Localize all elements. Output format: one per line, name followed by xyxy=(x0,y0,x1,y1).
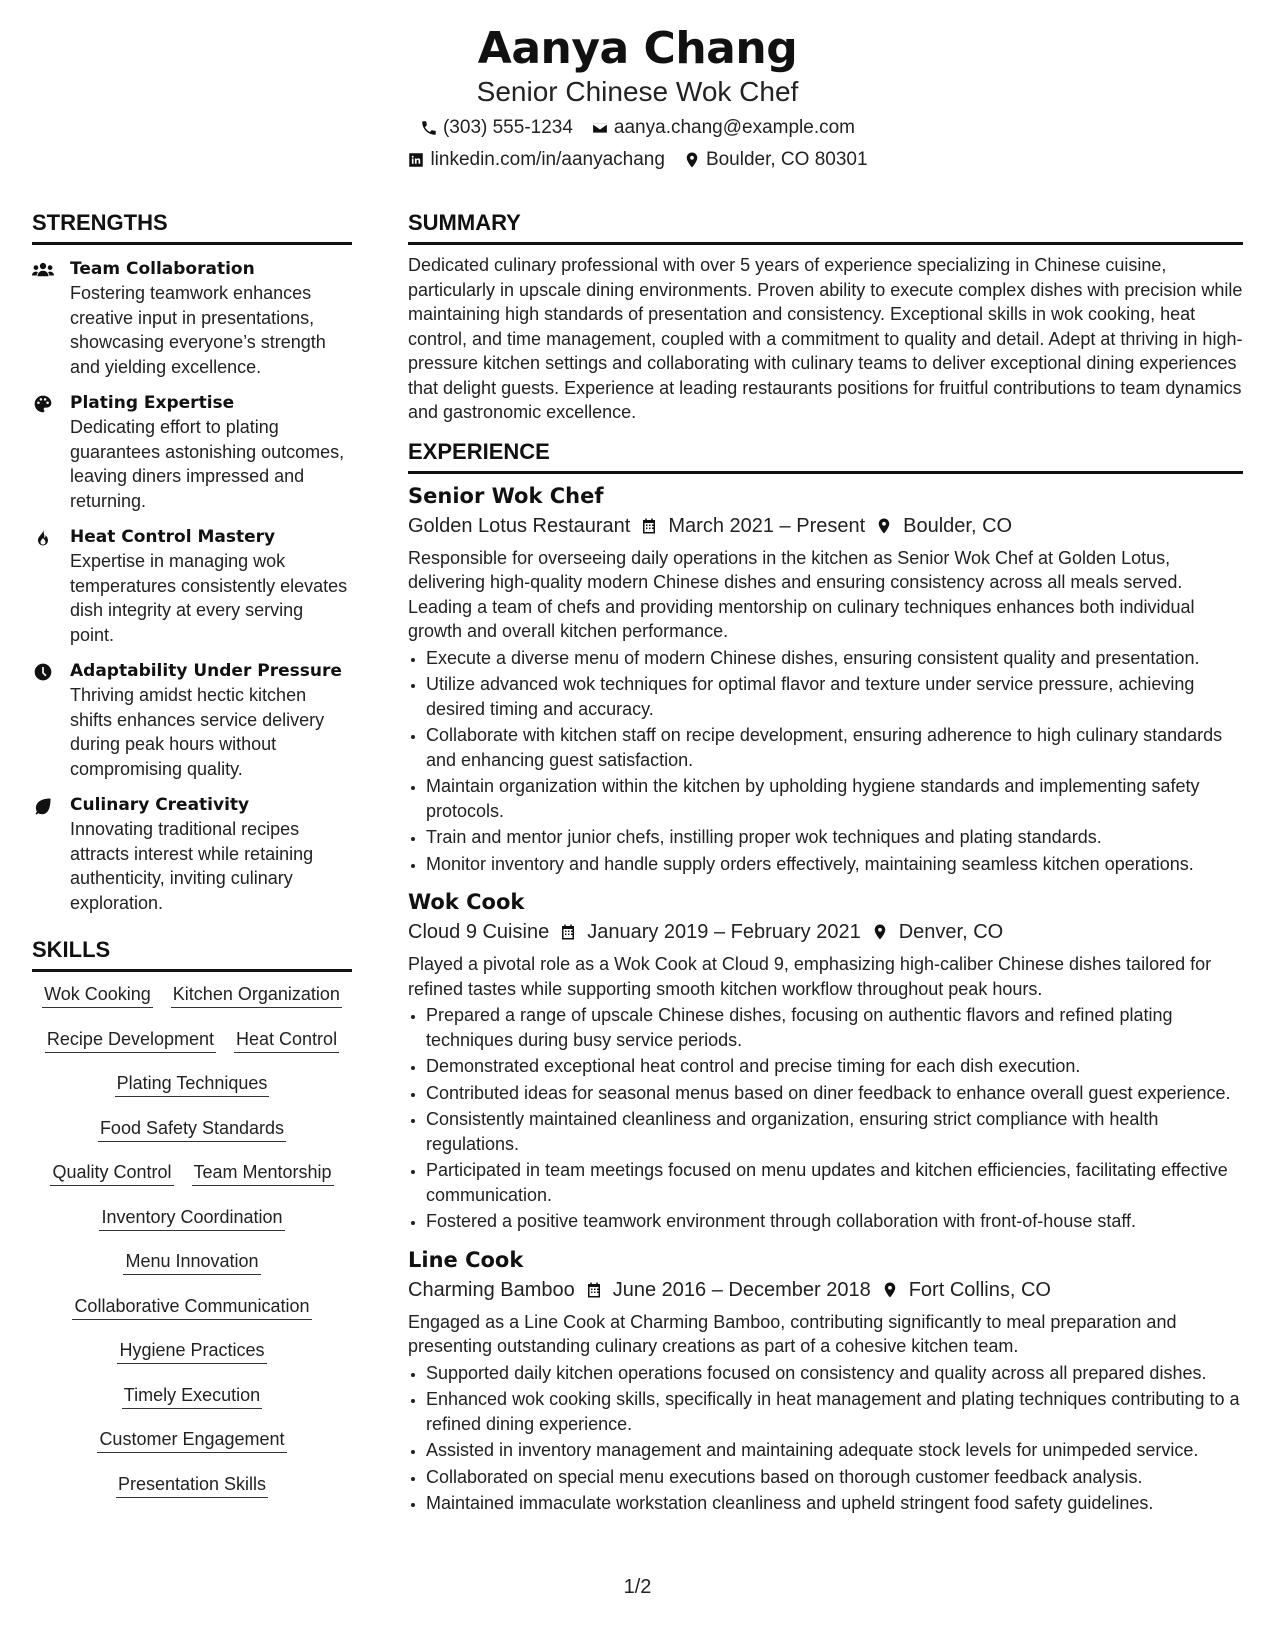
job-location: Denver, CO xyxy=(898,921,1004,943)
job-bullet: • Train and mentor junior chefs, instilling proper wok techniques and plating standards. xyxy=(426,825,1243,850)
calendar-icon xyxy=(640,516,658,536)
envelope-icon xyxy=(591,119,609,137)
skill-row xyxy=(32,1249,352,1275)
candidate-name: Aanya Chang xyxy=(477,23,798,74)
job-description: Responsible for overseeing daily operations in the kitchen as Senior Wok Chef at Golden Lotus, delivering high-quality modern Chinese dishes and ensuring consistency across all meals served. Leading a team of chefs and providing mentorship on culinary techniques enhances both individual growth and overall kitchen performance. xyxy=(408,547,1195,641)
job-bullet: • Maintained immaculate workstation cleanliness and upheld stringent food safety guidelines. xyxy=(426,1491,1243,1516)
clock-icon xyxy=(32,662,54,682)
resume-header xyxy=(0,22,1275,172)
job-meta xyxy=(408,1276,1243,1304)
skills-list xyxy=(32,982,352,1498)
job-entry xyxy=(408,1246,1243,1516)
skill-tag: Wok Cooking xyxy=(42,982,153,1008)
strength-title: Heat Control Mastery xyxy=(70,527,276,547)
skill-tag: Hygiene Practices xyxy=(117,1338,266,1364)
job-title: Wok Cook xyxy=(408,890,525,914)
skill-row xyxy=(32,1027,352,1053)
strength-item xyxy=(32,258,352,379)
linkedin-icon xyxy=(407,151,425,169)
strengths-heading: STRENGTHS xyxy=(32,210,352,245)
job-dates: January 2019 – February 2021 xyxy=(587,921,861,943)
contact-location xyxy=(683,148,868,172)
skill-row xyxy=(32,1160,352,1186)
job-location: Fort Collins, CO xyxy=(908,1278,1051,1301)
job-bullet: • Monitor inventory and handle supply orders effectively, maintaining seamless kitchen operations. xyxy=(426,852,1243,877)
job-entry xyxy=(408,482,1243,877)
strength-title: Culinary Creativity xyxy=(70,795,250,815)
experience-section xyxy=(408,439,1243,1516)
job-company: Golden Lotus Restaurant xyxy=(408,514,631,537)
job-bullet: • Demonstrated exceptional heat control and precise timing for each dish execution. xyxy=(426,1054,1243,1079)
job-bullet: • Collaborated on special menu executions based on thorough customer feedback analysis. xyxy=(426,1465,1243,1490)
skill-tag: Customer Engagement xyxy=(97,1427,286,1453)
job-entry xyxy=(408,888,1243,1234)
right-column xyxy=(408,210,1243,1518)
job-title: Senior Wok Chef xyxy=(408,483,604,508)
job-bullet: • Contributed ideas for seasonal menus based on diner feedback to enhance overall guest experience. xyxy=(426,1081,1243,1106)
skill-row xyxy=(32,1383,352,1409)
left-column xyxy=(32,210,352,1516)
contact-phone[interactable] xyxy=(420,116,573,140)
strength-desc: Fostering teamwork enhances creative input in presentations, showcasing everyone’s strength and yielding excellence. xyxy=(70,283,326,377)
job-bullet: • Collaborate with kitchen staff on recipe development, ensuring adherence to high culinary standards and enhancing guest satisfaction. xyxy=(426,723,1243,772)
job-bullets xyxy=(408,1361,1243,1516)
skill-row xyxy=(32,1071,352,1097)
experience-heading: EXPERIENCE xyxy=(408,439,1243,474)
skill-row xyxy=(32,1205,352,1231)
job-dates: June 2016 – December 2018 xyxy=(612,1278,871,1301)
contact-row-1 xyxy=(0,116,1275,140)
job-meta xyxy=(408,918,1243,946)
strength-desc: Innovating traditional recipes attracts interest while retaining authenticity, inviting culinary exploration. xyxy=(70,819,314,913)
candidate-title: Senior Chinese Wok Chef xyxy=(476,76,799,107)
job-description: Engaged as a Line Cook at Charming Bamboo, contributing significantly to meal preparation and presenting outstanding culinary creations as part of a cohesive kitchen team. xyxy=(408,1311,1177,1356)
job-bullets xyxy=(408,646,1243,877)
job-bullet: • Enhanced wok cooking skills, specifically in heat management and plating techniques contributing to a refined dining experience. xyxy=(426,1387,1243,1436)
job-bullet: • Supported daily kitchen operations focused on consistency and quality across all prepared dishes. xyxy=(426,1361,1243,1386)
skill-row xyxy=(32,1116,352,1142)
job-company: Cloud 9 Cuisine xyxy=(408,921,550,943)
calendar-icon xyxy=(585,1280,603,1300)
strength-desc: Thriving amidst hectic kitchen shifts enhances service delivery during peak hours without compromising quality. xyxy=(70,685,325,779)
calendar-icon xyxy=(559,922,577,942)
linkedin-text: linkedin.com/in/aanyachang xyxy=(430,149,665,170)
map-pin-icon xyxy=(871,922,889,942)
email-text: aanya.chang@example.com xyxy=(613,117,856,138)
skill-tag: Presentation Skills xyxy=(116,1472,268,1498)
skill-tag: Recipe Development xyxy=(45,1027,216,1053)
job-company: Charming Bamboo xyxy=(408,1278,575,1301)
strength-item xyxy=(32,526,352,647)
skills-section xyxy=(32,937,352,1498)
skill-tag: Collaborative Communication xyxy=(72,1294,311,1320)
skill-tag: Inventory Coordination xyxy=(99,1205,284,1231)
summary-heading: SUMMARY xyxy=(408,210,1243,245)
skill-row xyxy=(32,1427,352,1453)
strength-desc: Expertise in managing wok temperatures consistently elevates dish integrity at every serving point. xyxy=(70,551,348,645)
skill-row xyxy=(32,1294,352,1320)
contact-linkedin[interactable] xyxy=(407,148,665,172)
job-meta xyxy=(408,512,1243,540)
users-icon xyxy=(32,260,54,280)
leaf-icon xyxy=(32,796,54,816)
strength-item xyxy=(32,660,352,781)
job-bullets xyxy=(408,1003,1243,1234)
job-bullet: • Consistently maintained cleanliness and organization, ensuring strict compliance with health regulations. xyxy=(426,1107,1243,1156)
fire-icon xyxy=(32,528,54,548)
skill-row xyxy=(32,1338,352,1364)
contact-email[interactable] xyxy=(591,116,855,140)
job-title: Line Cook xyxy=(408,1247,524,1272)
summary-text: Dedicated culinary professional with over 5 years of experience specializing in Chinese cuisine, particularly in upscale dining environments. Proven ability to execute complex dishes with precision while maintaining high standards of presentation and consistency. Exceptional skills in wok cooking, heat control, and time management, coupled with a commitment to quality and detail. Adept at thriving in high-pressure kitchen settings and collaborating with culinary teams to deliver exceptional dining experiences that delight guests. Experience at leading restaurants positions for fruitful contributions to team dynamics and gastronomic excellence. xyxy=(408,255,1243,422)
phone-text: (303) 555-1234 xyxy=(442,117,573,138)
job-location: Boulder, CO xyxy=(903,514,1013,537)
strength-desc: Dedicating effort to plating guarantees astonishing outcomes, leaving diners impressed and returning. xyxy=(70,417,345,511)
location-text: Boulder, CO 80301 xyxy=(705,149,868,170)
skill-tag: Kitchen Organization xyxy=(171,982,342,1008)
strength-title: Adaptability Under Pressure xyxy=(70,661,342,681)
skill-tag: Team Mentorship xyxy=(192,1160,334,1186)
map-pin-icon xyxy=(875,516,893,536)
job-bullet: • Prepared a range of upscale Chinese dishes, focusing on authentic flavors and refined plating techniques during busy service periods. xyxy=(426,1003,1243,1052)
strength-title: Team Collaboration xyxy=(70,259,255,279)
skill-tag: Menu Innovation xyxy=(123,1249,260,1275)
skill-row xyxy=(32,1472,352,1498)
job-bullet: • Execute a diverse menu of modern Chinese dishes, ensuring consistent quality and presentation. xyxy=(426,646,1243,671)
page-number: 1/2 xyxy=(623,1576,652,1598)
skill-row xyxy=(32,982,352,1008)
skill-tag: Heat Control xyxy=(234,1027,339,1053)
map-pin-icon xyxy=(881,1280,899,1300)
palette-icon xyxy=(32,394,54,414)
strength-item xyxy=(32,794,352,915)
job-bullet: • Participated in team meetings focused on menu updates and kitchen efficiencies, facilitating effective communication. xyxy=(426,1158,1243,1207)
skill-tag: Timely Execution xyxy=(122,1383,262,1409)
phone-icon xyxy=(420,119,438,137)
skill-tag: Quality Control xyxy=(50,1160,173,1186)
strength-title: Plating Expertise xyxy=(70,393,235,413)
skill-tag: Plating Techniques xyxy=(115,1071,270,1097)
contact-row-2 xyxy=(0,148,1275,172)
skill-tag: Food Safety Standards xyxy=(98,1116,286,1142)
map-pin-icon xyxy=(683,151,701,169)
job-dates: March 2021 – Present xyxy=(668,514,866,537)
strength-item xyxy=(32,392,352,513)
job-bullet: • Maintain organization within the kitchen by upholding hygiene standards and implementing safety protocols. xyxy=(426,774,1243,823)
job-bullet: • Fostered a positive teamwork environment through collaboration with front-of-house staff. xyxy=(426,1209,1243,1234)
job-description: Played a pivotal role as a Wok Cook at Cloud 9, emphasizing high-caliber Chinese dishes tailored for refined tastes while supporting smooth kitchen workflow throughout peak hours. xyxy=(408,954,1212,999)
job-bullet: • Assisted in inventory management and maintaining adequate stock levels for unimpeded service. xyxy=(426,1438,1243,1463)
skills-heading: SKILLS xyxy=(32,937,352,972)
job-bullet: • Utilize advanced wok techniques for optimal flavor and texture under service pressure, achieving desired timing and accuracy. xyxy=(426,672,1243,721)
